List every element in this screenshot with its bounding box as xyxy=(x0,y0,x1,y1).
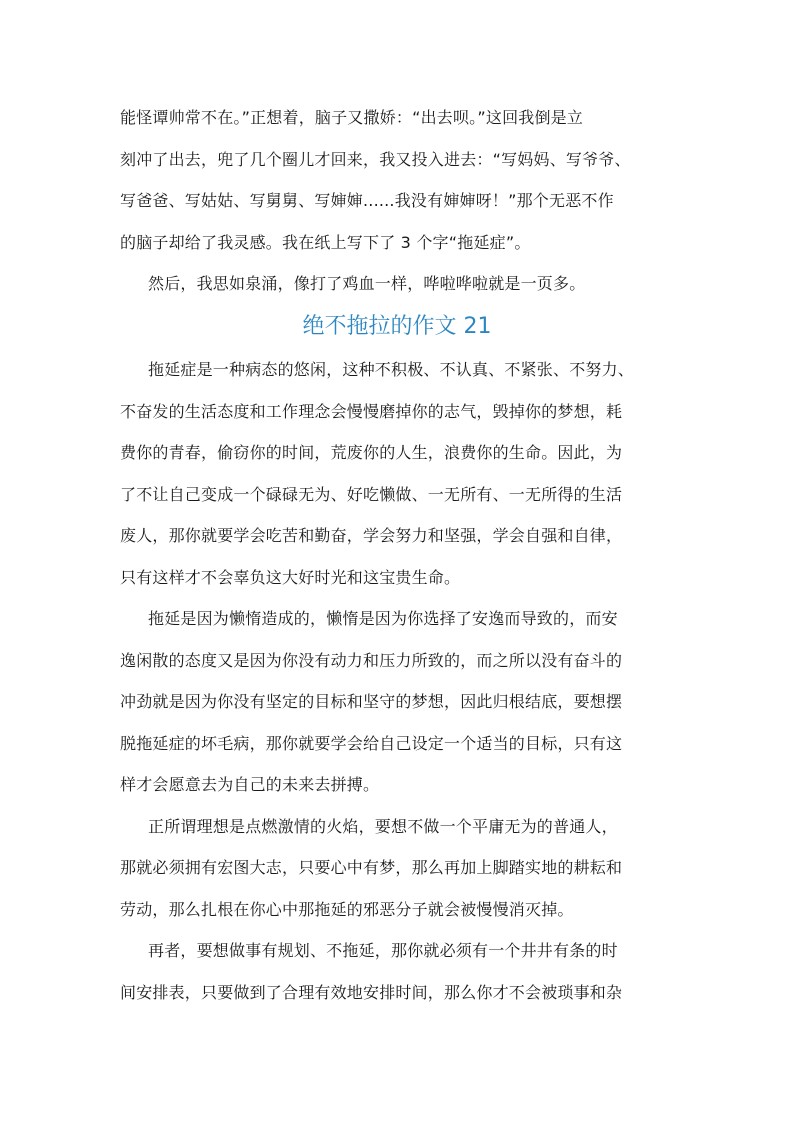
text-line: 拖延是因为懒惰造成的，懒惰是因为你选择了安逸而导致的，而安 xyxy=(148,609,618,628)
text-line: 冲劲就是因为你没有坚定的目标和坚守的梦想，因此归根结底，要想摆 xyxy=(120,692,623,711)
section-title: 绝不拖拉的作文 21 xyxy=(302,314,492,339)
text-line: 样才会愿意去为自己的未来去拼搏。 xyxy=(120,775,380,794)
text-line: 了不让自己变成一个碌碌无为、好吃懒做、一无所有、一无所得的生活 xyxy=(120,485,623,504)
text-line: 费你的青春，偷窃你的时间，荒废你的人生，浪费你的生命。因此，为 xyxy=(120,443,623,462)
text-line: 然后，我思如泉涌，像打了鸡血一样，哗啦哗啦就是一页多。 xyxy=(148,274,586,293)
text-line: 写爸爸、写姑姑、写舅舅、写婶婶......我没有婶婶呀！”那个无恶不作 xyxy=(120,191,614,210)
text-line: 脱拖延症的坏毛病，那你就要学会给自己设定一个适当的目标，只有这 xyxy=(120,734,623,753)
text-line: 的脑子却给了我灵感。我在纸上写下了 3 个字“拖延症”。 xyxy=(120,233,531,252)
text-line: 废人，那你就要学会吃苦和勤奋，学会努力和坚强，学会自强和自律， xyxy=(120,526,623,545)
text-line: 逸闲散的态度又是因为你没有动力和压力所致的，而之所以没有奋斗的 xyxy=(120,651,623,670)
text-line: 刻冲了出去，兜了几个圈儿才回来，我又投入进去：“写妈妈、写爷爷、 xyxy=(120,150,631,169)
text-line: 不奋发的生活态度和工作理念会慢慢磨掉你的志气，毁掉你的梦想，耗 xyxy=(120,402,623,421)
text-line: 那就必须拥有宏图大志，只要心中有梦，那么再加上脚踏实地的耕耘和 xyxy=(120,858,623,877)
text-line: 间安排表，只要做到了合理有效地安排时间，那么你才不会被琐事和杂 xyxy=(120,983,623,1002)
text-line: 劳动，那么扎根在你心中那拖延的邪恶分子就会被慢慢消灭掉。 xyxy=(120,900,574,919)
text-line: 只有这样才不会辜负这大好时光和这宝贵生命。 xyxy=(120,568,461,587)
text-line: 正所谓理想是点燃激情的火焰，要想不做一个平庸无为的普通人， xyxy=(148,817,618,836)
text-line: 再者，要想做事有规划、不拖延，那你就必须有一个井井有条的时 xyxy=(148,941,618,960)
text-line: 拖延症是一种病态的悠闲，这种不积极、不认真、不紧张、不努力、 xyxy=(148,360,635,379)
text-line: 能怪谭帅常不在。”正想着，脑子又撒娇：“出去呗。”这回我倒是立 xyxy=(120,108,584,127)
